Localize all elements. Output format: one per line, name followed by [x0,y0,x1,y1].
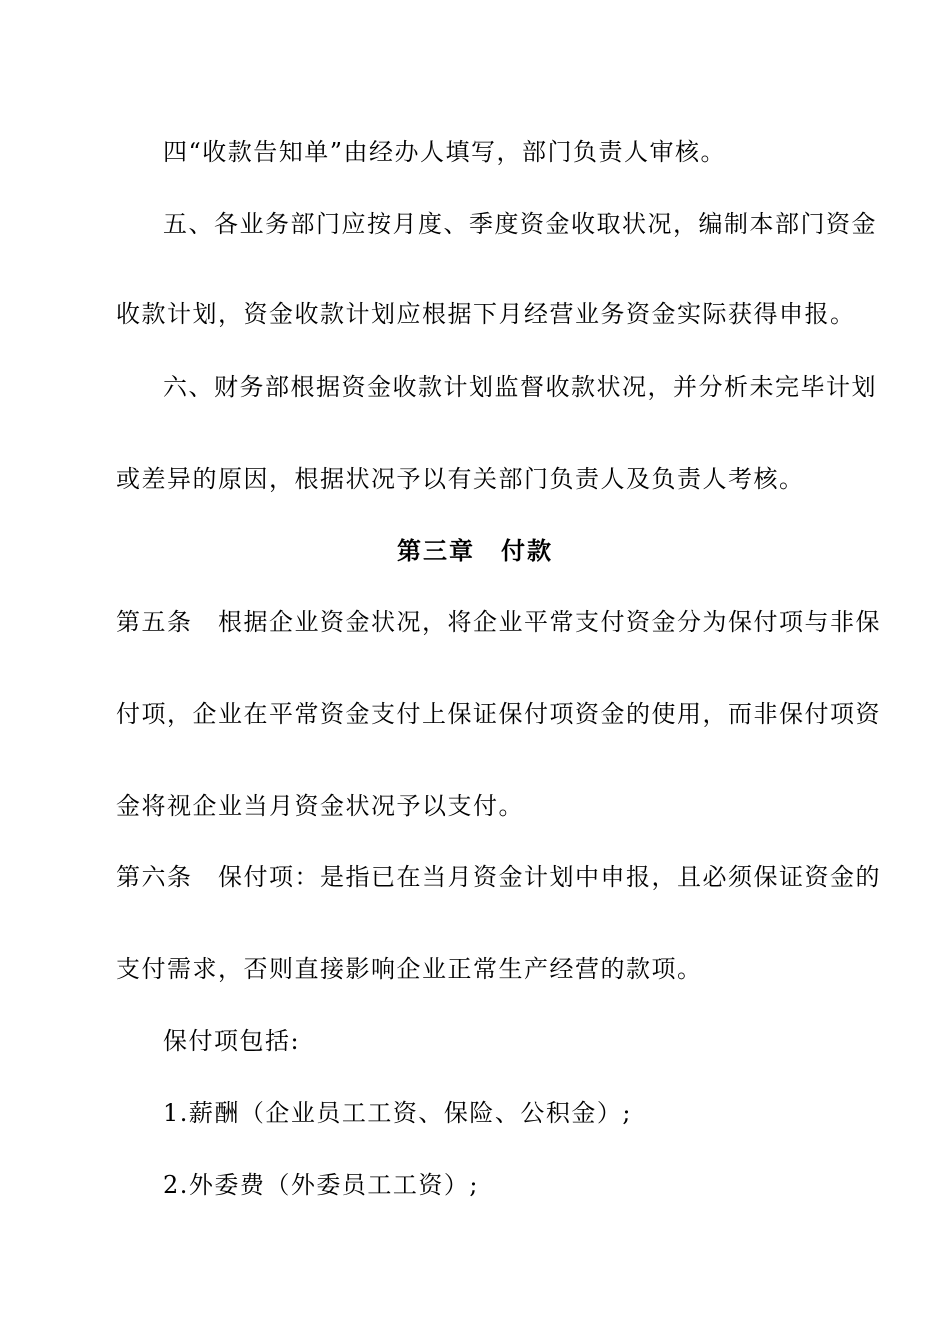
paragraph-line-1: 四“收款告知单”由经办人填写，部门负责人审核。 [163,138,727,166]
list-intro: 保付项包括: [163,1027,301,1055]
list-item-1: 1.薪酬（企业员工工资、保险、公积金）; [163,1099,632,1127]
paragraph-line-4: 六、财务部根据资金收款计划监督收款状况，并分析未完毕计划 [163,373,877,401]
paragraph-line-6: 第五条 根据企业资金状况，将企业平常支付资金分为保付项与非保 [116,608,881,636]
list-item-2: 2.外委费（外委员工工资）; [163,1171,479,1199]
paragraph-line-5: 或差异的原因，根据状况予以有关部门负责人及负责人考核。 [116,465,805,493]
paragraph-line-9: 第六条 保付项：是指已在当月资金计划中申报，且必须保证资金的 [116,863,881,891]
chapter-heading: 第三章 付款 [397,537,553,565]
paragraph-line-7: 付项，企业在平常资金支付上保证保付项资金的使用，而非保付项资 [116,700,881,728]
paragraph-line-10: 支付需求，否则直接影响企业正常生产经营的款项。 [116,955,703,983]
paragraph-line-3: 收款计划，资金收款计划应根据下月经营业务资金实际获得申报。 [116,300,856,328]
paragraph-line-8: 金将视企业当月资金状况予以支付。 [116,792,524,820]
paragraph-line-2: 五、各业务部门应按月度、季度资金收取状况，编制本部门资金 [163,210,877,238]
